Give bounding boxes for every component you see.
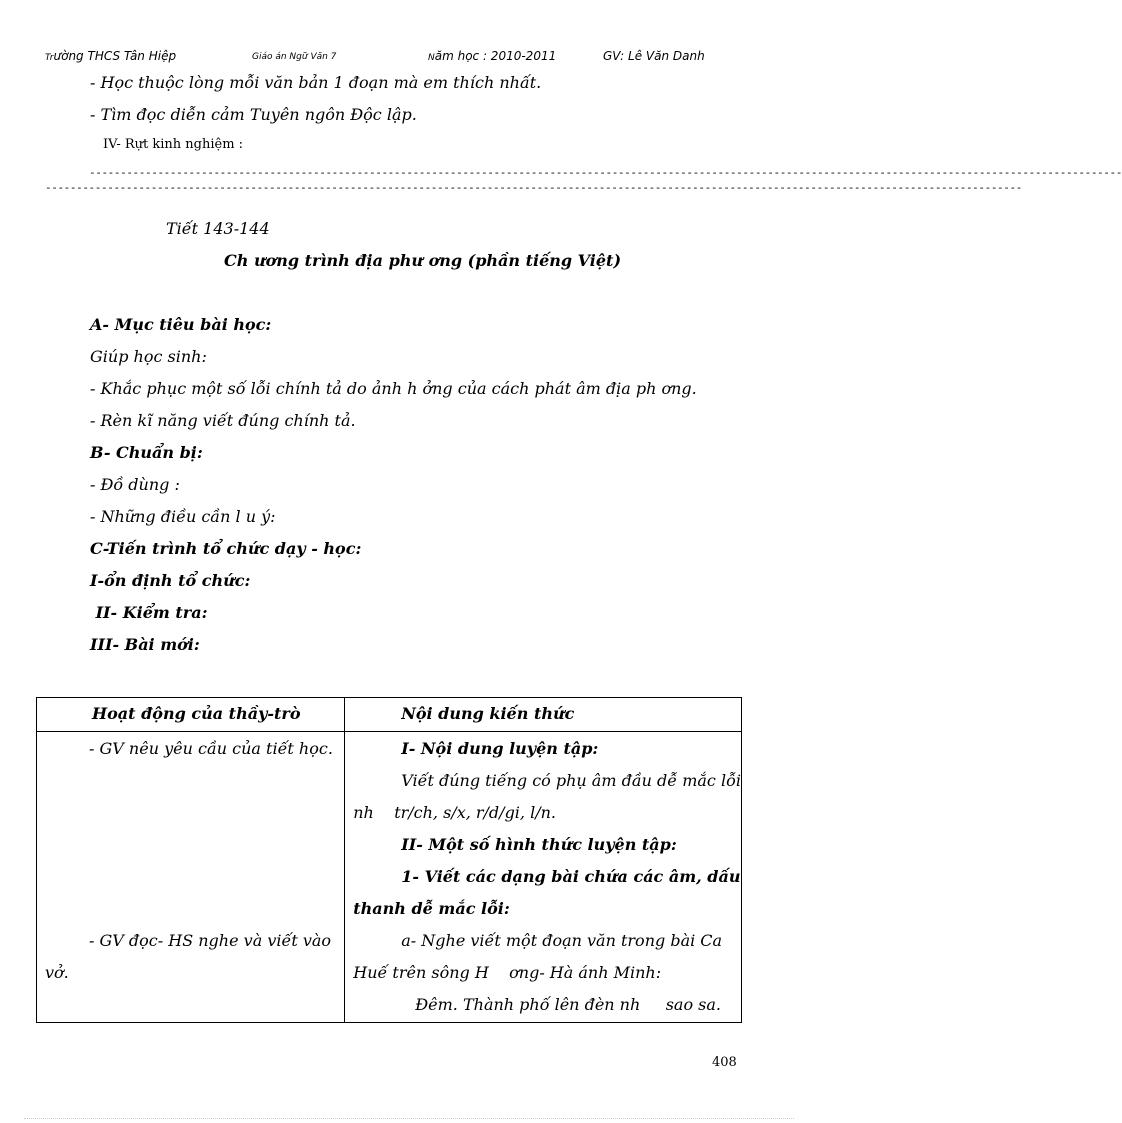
page-number: 408: [712, 1055, 737, 1070]
content-line-4: II- Một số hình thức luyện tập:: [401, 835, 677, 854]
content-line-3: nh tr/ch, s/x, r/d/gi, l/n.: [353, 803, 556, 822]
header-year: Năm học : 2010-2011: [428, 49, 557, 63]
prep-line-2: - Những điều cần l u ý:: [90, 507, 276, 526]
section-a-heading: A- Mục tiêu bài học:: [90, 315, 272, 334]
content-line-9: Đêm. Thành phố lên đèn nh sao sa.: [415, 995, 722, 1014]
help-line: Giúp học sinh:: [90, 347, 207, 366]
step-2: II- Kiểm tra:: [90, 603, 208, 622]
section-c-heading: C-Tiến trình tổ chức dạy - học:: [90, 539, 362, 558]
dashed-line-1: ----------------------------------------------------------------------------------------------------------------------------------------------------------------------: [89, 166, 1122, 179]
header-school: Trường THCS Tân Hiệp: [45, 49, 177, 63]
table-header-cell-1: Hoạt động của thầy-trò: [37, 698, 345, 732]
activity-line-2: - GV đọc- HS nghe và viết vào: [89, 931, 332, 950]
table-header-cell-2: Nội dung kiến thức: [345, 698, 742, 732]
review-heading: IV- Rựt kinh nghiệm :: [103, 137, 244, 152]
prep-line-1: - Đồ dùng :: [90, 475, 180, 494]
content-line-2: Viết đúng tiếng có phụ âm đầu dễ mắc lỗi: [401, 771, 741, 790]
content-cell: [345, 732, 742, 1023]
activity-line-1: - GV nêu yêu cầu của tiết học.: [89, 739, 333, 758]
dashed-line-2: -------------------------------------------------------------------------------------------------------------------------------------------------------------: [45, 181, 1022, 194]
content-line-7: a- Nghe viết một đoạn văn trong bài Ca: [401, 931, 723, 950]
homework-line-2: - Tìm đọc diễn cảm Tuyên ngôn Độc lập.: [90, 105, 417, 124]
step-1: I-ổn định tổ chức:: [90, 571, 251, 590]
content-line-1: I- Nội dung luyện tập:: [401, 739, 599, 758]
step-3: III- Bài mới:: [90, 635, 200, 654]
content-line-6: thanh dễ mắc lỗi:: [353, 899, 510, 918]
content-line-5: 1- Viết các dạng bài chứa các âm, dấu: [401, 867, 741, 886]
goal-line-1: - Khắc phục một số lỗi chính tả do ảnh h ởng của cách phát âm địa ph ơng.: [90, 379, 697, 398]
header-teacher: GV: Lê Văn Danh: [603, 49, 705, 63]
activity-line-3: vở.: [45, 963, 69, 982]
homework-line-1: - Học thuộc lòng mỗi văn bản 1 đoạn mà em thích nhất.: [90, 73, 542, 92]
section-b-heading: B- Chuẩn bị:: [90, 443, 203, 462]
table-row: [37, 732, 742, 1023]
lesson-table: [36, 697, 742, 1023]
goal-line-2: - Rèn kĩ năng viết đúng chính tả.: [90, 411, 356, 430]
footer-divider: [24, 1118, 794, 1119]
content-line-8: Huế trên sông H ơng- Hà ánh Minh:: [353, 963, 662, 982]
header-plan: Giáo án Ngữ Văn 7: [252, 52, 337, 62]
lesson-title: Ch ương trình địa phư ơng (phần tiếng Việt): [224, 251, 622, 270]
lesson-period: Tiết 143-144: [166, 219, 270, 238]
activity-cell: [37, 732, 345, 1023]
table-header-row: [37, 698, 742, 732]
